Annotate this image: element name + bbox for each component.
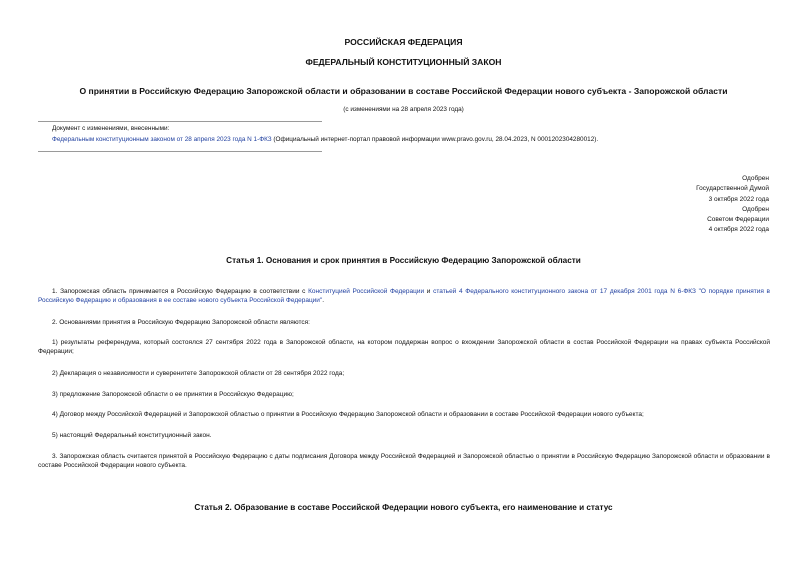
article1-paragraph-1	[38, 287, 770, 306]
changes-intro: Документ с изменениями, внесенными:	[52, 125, 170, 132]
approval-line: Государственной Думой	[696, 185, 769, 193]
header-law-type: ФЕДЕРАЛЬНЫЙ КОНСТИТУЦИОННЫЙ ЗАКОН	[305, 57, 502, 67]
approval-line: Одобрен	[742, 205, 769, 213]
changes-top-rule	[38, 121, 322, 122]
approval-line: Одобрен	[742, 175, 769, 182]
article1-paragraph-2: 2. Основаниями принятия в Российскую Федерацию Запорожской области являются:	[52, 319, 310, 326]
article1-title: Статья 1. Основания и срок принятия в Российскую Федерацию Запорожской области	[226, 256, 581, 265]
article1-paragraph-3: 1) результаты референдума, который состоялся 27 сентября 2022 года в Запорожской области, на котором поддержан вопрос о вхождении Запорожской области в состав Российской Федерации на правах субъекта Российской Федерации;	[38, 339, 770, 356]
changes-bottom-rule	[38, 151, 322, 152]
paragraph-text: и	[424, 288, 434, 295]
paragraph-text: 1. Запорожская область принимается в Российскую Федерацию в соответствии с	[52, 288, 309, 295]
federal-law-6fkz-link[interactable]: статьей 4 Федерального конституционного закона от 17 декабря 2001 года N 6-ФКЗ "О порядке принятия в Российскую Федерацию и образования в ее составе нового субъекта Российской Федерации"	[38, 288, 770, 305]
article2-title: Статья 2. Образование в составе Российской Федерации нового субъекта, его наименование и статус	[194, 503, 613, 512]
approval-line: 3 октября 2022 года	[708, 195, 769, 203]
changes-source-text: (Официальный интернет-портал правовой информации www.pravo.gov.ru, 28.04.2023, N 0001202304280012).	[271, 136, 599, 143]
amendments-note: (с изменениями на 28 апреля 2023 года)	[343, 106, 464, 113]
document-title: О принятии в Российскую Федерацию Запорожской области и образовании в составе Российской Федерации нового субъекта - Запорожской области	[79, 86, 728, 96]
approval-line: Советом Федерации	[707, 216, 769, 224]
article1-paragraph-7: 5) настоящий Федеральный конституционный закон.	[52, 432, 212, 439]
article1-paragraph-5: 3) предложение Запорожской области о ее принятии в Российскую Федерацию;	[52, 391, 294, 398]
article1-paragraph-8: 3. Запорожская область считается принятой в Российскую Федерацию с даты подписания Договора между Российской Федерацией и Запорожской областью о принятии в Российскую Федерацию Запорожской области и образовании в составе Российской Федерации нового субъекта.	[38, 453, 770, 470]
paragraph-text: .	[322, 297, 325, 305]
amending-law-link[interactable]: Федеральным конституционным законом от 28 апреля 2023 года N 1-ФКЗ	[52, 136, 272, 143]
article1-paragraph-6: 4) Договор между Российской Федерацией и Запорожской областью о принятии в Российскую Федерацию Запорожской области и образовании в составе Российской Федерации нового субъекта;	[52, 411, 644, 418]
article1-paragraph-4: 2) Декларация о независимости и суверенитете Запорожской области от 28 сентября 2022 года;	[52, 370, 345, 377]
approval-line: 4 октября 2022 года	[708, 226, 769, 234]
header-country: РОССИЙСКАЯ ФЕДЕРАЦИЯ	[344, 37, 463, 47]
constitution-link[interactable]: Конституцией Российской Федерации	[308, 288, 425, 295]
changes-source	[52, 136, 782, 143]
approval-block	[569, 174, 769, 236]
